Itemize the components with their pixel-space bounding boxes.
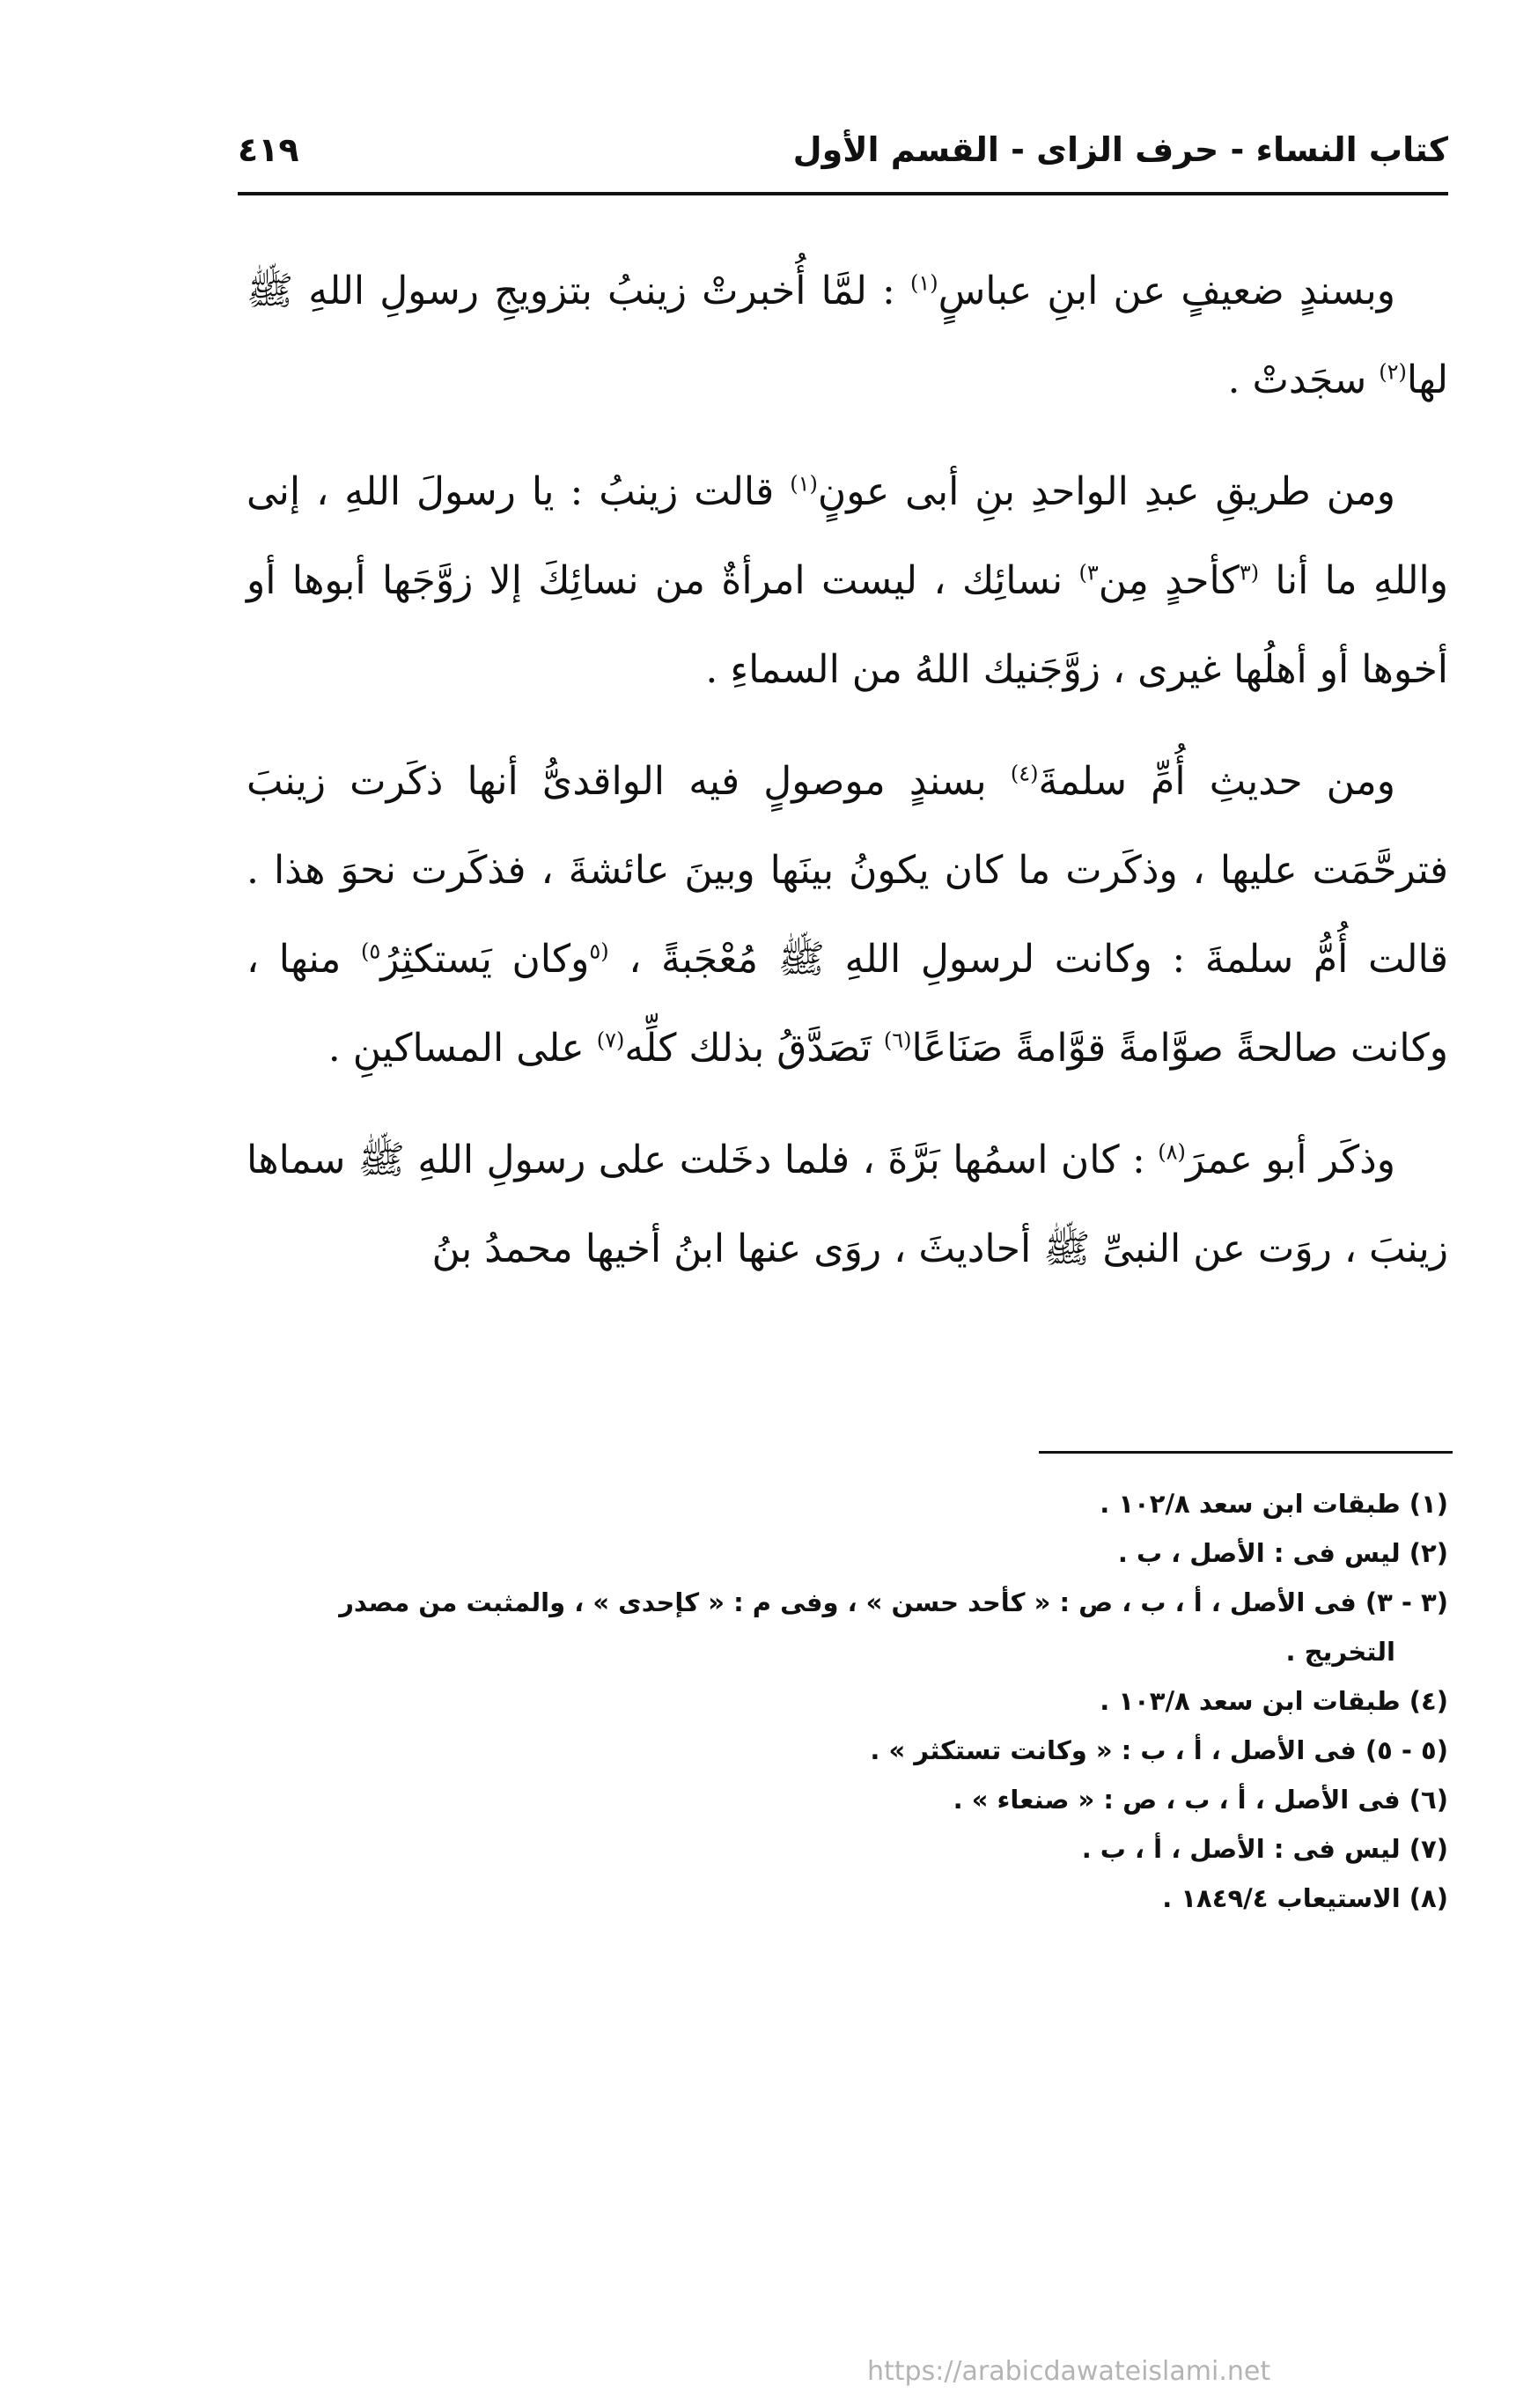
text-run: وبسندٍ ضعيفٍ عن ابنِ عباسٍ: [938, 269, 1396, 313]
footnote-continuation: التخريج .: [1285, 1637, 1395, 1667]
footnote-divider: [1039, 1451, 1453, 1454]
footnote-ref: (٤): [1010, 761, 1039, 786]
page-number: ٤١٩: [238, 130, 299, 169]
footnote: (٣ - ٣) فى الأصل ، أ ، ب ، ص : « كأحد حسن » ، وفى م : « كإحدى » ، والمثبت من مصدر: [339, 1587, 1448, 1617]
paragraph-3: [247, 737, 1448, 1093]
footnote-ref: (١): [909, 270, 938, 296]
footnote-ref: (١): [790, 471, 818, 497]
text-run: بسندٍ موصولٍ فيه الواقدىُّ أنها ذكَرت زينبَ فترحَّمَت عليها ، وذكَرت ما كان يكونُ بينَها وبينَ عائشةَ ، فذكَرت نحوَ هذا . قالت أُمُّ سلمةَ : وكانت لرسولِ اللهِ ﷺ مُعْجَبةً ،: [247, 759, 1448, 982]
footnote: (٨) الاستيعاب ١٨٤٩/٤ .: [1162, 1883, 1448, 1913]
footnote: (٦) فى الأصل ، أ ، ب ، ص : « صنعاء » .: [953, 1785, 1448, 1815]
footnote-ref: (٧): [596, 1027, 625, 1053]
footnote: (٤) طبقات ابن سعد ١٠٣/٨ .: [1100, 1686, 1448, 1716]
footnote-ref: (٨): [1158, 1139, 1186, 1165]
text-run: على المساكينِ .: [327, 1026, 597, 1071]
footnote-ref: (٣: [1239, 560, 1260, 585]
main-text: [247, 247, 1448, 1316]
footnote: (٥ - ٥) فى الأصل ، أ ، ب : « وكانت تستكثر » .: [870, 1735, 1448, 1765]
text-run: : لمَّا أُخبرتْ زينبُ بتزويجِ رسولِ اللهِ ﷺ لها: [247, 269, 1448, 402]
paragraph-1: [247, 247, 1448, 424]
text-run: منها ، وكانت صالحةً صوَّامةً قوَّامةً صَنَاعًا: [247, 937, 1448, 1071]
text-run: ومن حديثِ أُمِّ سلمةَ: [1038, 759, 1395, 804]
text-run: ومن طريقِ عبدِ الواحدِ بنِ أبى عونٍ: [817, 469, 1396, 514]
watermark-url: https://arabicdawateislami.net: [867, 2356, 1271, 2387]
footnote: (٢) ليس فى : الأصل ، ب .: [1117, 1538, 1448, 1568]
footnote-ref: (٢): [1379, 359, 1407, 385]
page-header: [238, 123, 1448, 194]
text-run: كأحدٍ مِن: [1098, 558, 1240, 603]
footnote-ref: (٦): [883, 1027, 912, 1053]
footnote-ref: (٥: [589, 939, 609, 964]
footnote-ref: ٣): [1078, 560, 1099, 585]
text-run: : كان اسمُها بَرَّةَ ، فلما دخَلت على رسولِ اللهِ ﷺ سماها زينبَ ، روَت عن النبىِّ ﷺ أحاديثَ ، روَى عنها ابنُ أخيها محمدُ بنُ: [247, 1138, 1448, 1271]
text-run: وكان يَستكثِرُ: [380, 937, 590, 982]
footnote: (٧) ليس فى : الأصل ، أ ، ب .: [1081, 1834, 1448, 1864]
text-run: وذكَر أبو عمرَ: [1185, 1138, 1395, 1182]
paragraph-4: [247, 1116, 1448, 1293]
text-run: سجَدتْ .: [1227, 357, 1380, 402]
running-title: كتاب النساء - حرف الزاى - القسم الأول: [792, 130, 1448, 169]
paragraph-2: [247, 447, 1448, 714]
footnote-ref: ٥): [360, 939, 381, 964]
footnotes: [247, 1479, 1448, 1923]
header-divider: [238, 192, 1448, 195]
text-run: تَصَدَّقُ بذلك كلِّه: [624, 1026, 884, 1071]
footnote: (١) طبقات ابن سعد ١٠٢/٨ .: [1100, 1489, 1448, 1519]
text-run: قالت زينبُ : يا رسولَ اللهِ ، إنى واللهِ ما أنا: [247, 469, 1448, 603]
text-run: نسائِك ، ليست امرأةٌ من نسائِكَ إلا زوَّجَها أبوها أو أخوها أو أهلُها غيرى ، زوَّجَنيك اللهُ من السماءِ .: [247, 558, 1448, 692]
